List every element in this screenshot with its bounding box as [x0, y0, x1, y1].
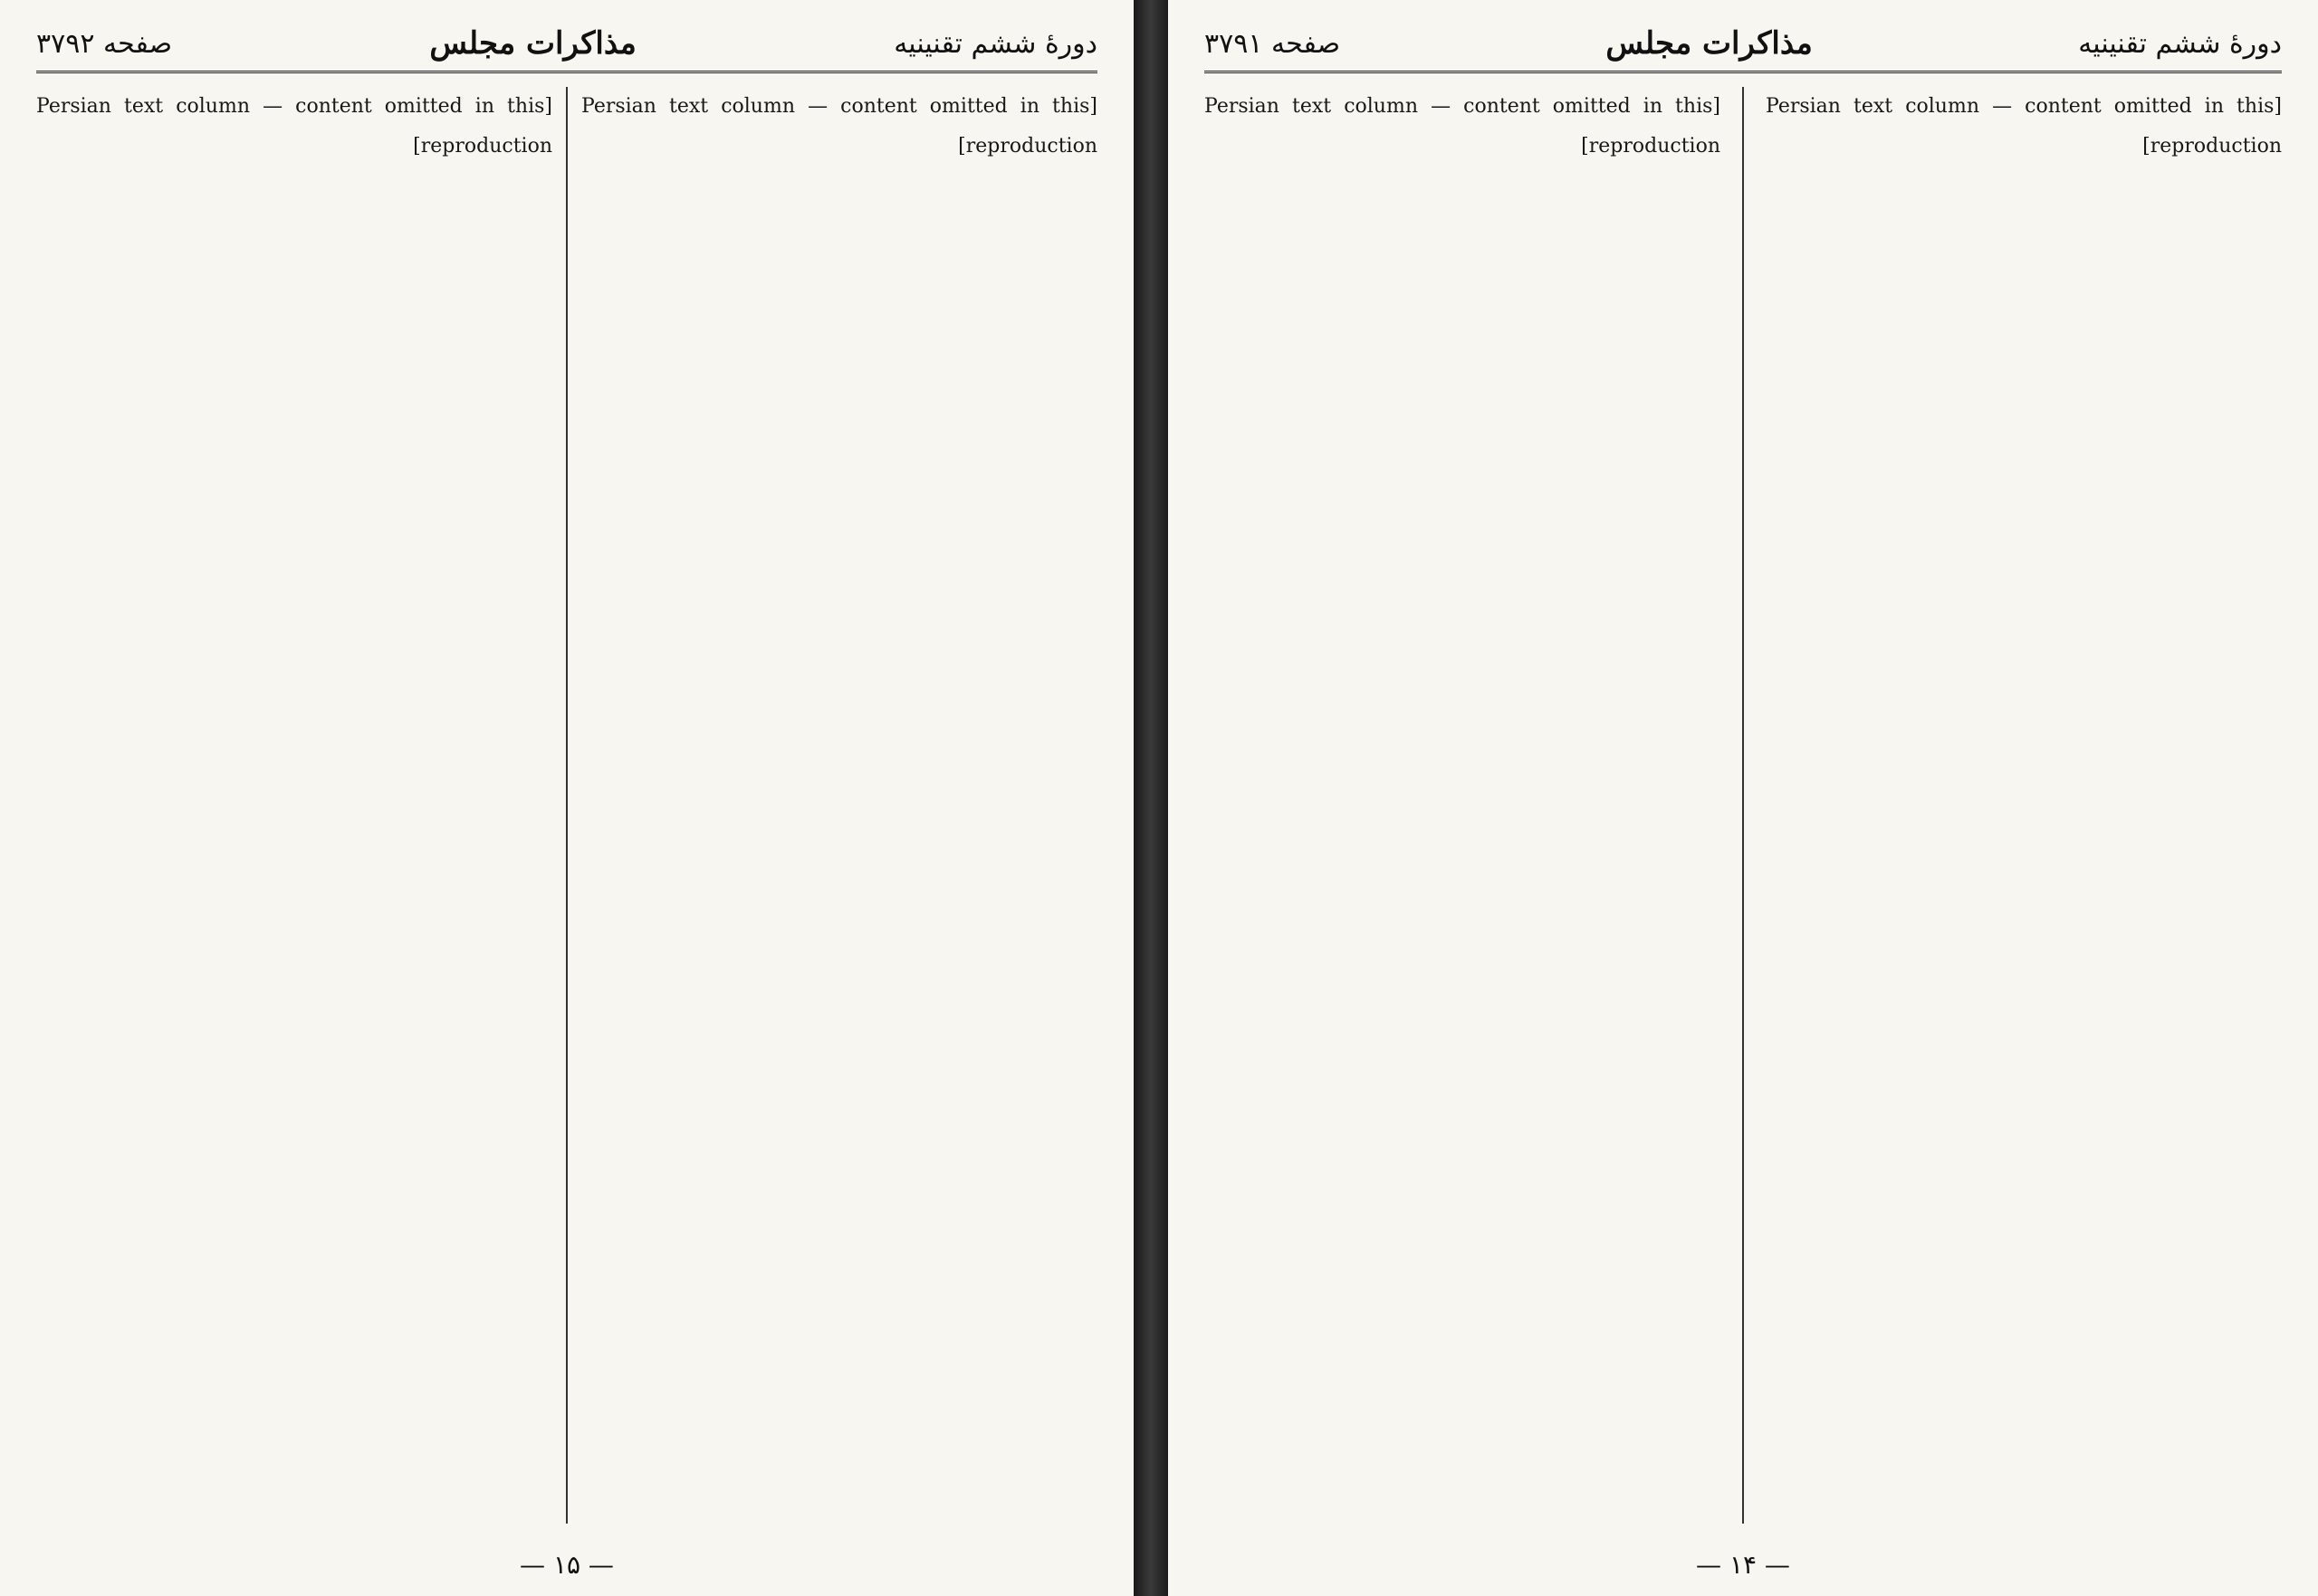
- right-header-session: دورهٔ ششم تقنینیه: [2078, 27, 2282, 60]
- right-page-header: [1204, 16, 2282, 73]
- left-header-session: دورهٔ ششم تقنینیه: [894, 27, 1097, 60]
- left-header-page-ref: صفحه ۳۷۹۲: [36, 27, 173, 60]
- right-header-page-ref: صفحه ۳۷۹۱: [1204, 27, 1341, 60]
- left-page: [0, 0, 1134, 1596]
- column-text: [Persian text column — content omitted in this reproduction]: [36, 95, 552, 158]
- column-text: [Persian text column — content omitted in this reproduction]: [581, 95, 1097, 158]
- right-page-right-column: [1766, 87, 2282, 1533]
- book-gutter: [1134, 0, 1168, 1596]
- left-page-number: — ۱۵ —: [520, 1550, 614, 1580]
- left-page-left-column: [36, 87, 552, 1533]
- column-text: [Persian text column — content omitted in this reproduction]: [1766, 95, 2282, 158]
- right-header-title: مذاکرات مجلس: [1605, 25, 1813, 62]
- left-page-right-column: [581, 87, 1097, 1533]
- right-page-number: — ۱۴ —: [1696, 1550, 1790, 1580]
- column-divider: [1742, 87, 1744, 1524]
- left-header-title: مذاکرات مجلس: [429, 25, 637, 62]
- column-divider: [566, 87, 568, 1524]
- left-page-header: [36, 16, 1097, 73]
- right-page: [1168, 0, 2318, 1596]
- right-page-left-column: [1204, 87, 1720, 1533]
- column-text: [Persian text column — content omitted in this reproduction]: [1204, 95, 1720, 158]
